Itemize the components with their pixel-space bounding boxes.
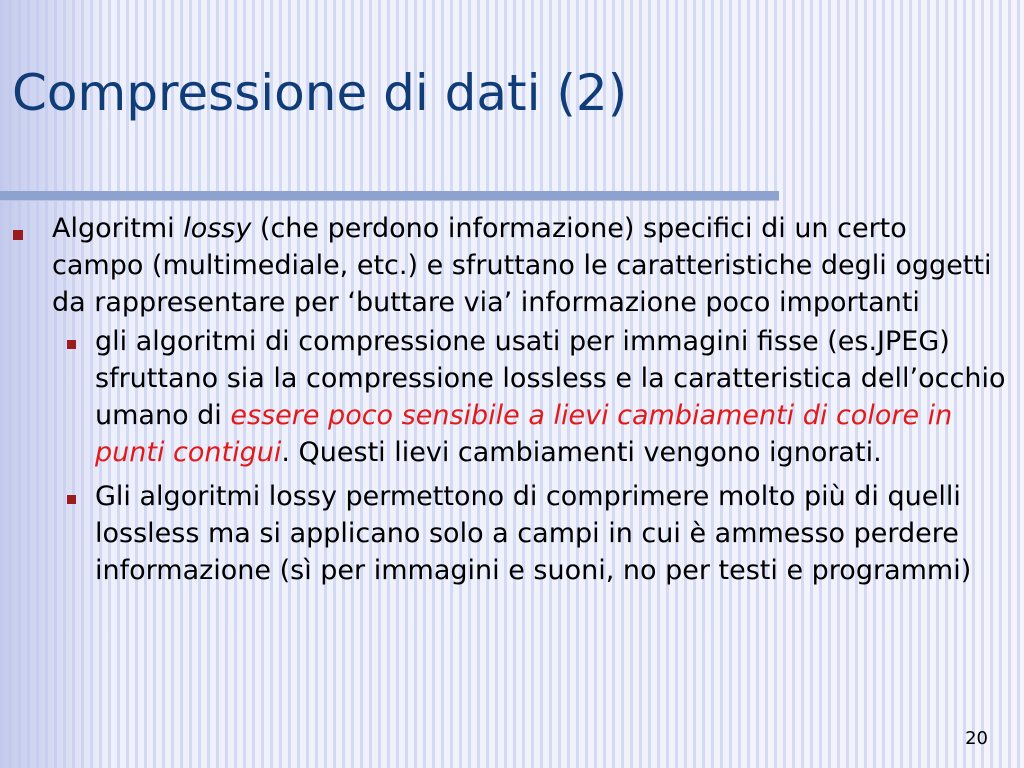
title-divider [0,191,779,201]
bullet-text-start: Algoritmi [52,213,184,244]
subbullet-text: Gli algoritmi lossy permettono di comprimere molto più di quelli lossless ma si applicano solo a campi in cui è ammesso perdere informazione (sì per immagini e suoni, no per testi e programmi) [95,481,972,586]
bullet-text-end: (che perdono informazione) specifici di un certo campo (multimediale, etc.) e sfruttano le caratteristiche degli oggetti da rappresentare per ‘buttare via’ informazione poco importanti [52,213,992,318]
subbullet-jpeg [0,323,1015,471]
subbullet-lossy-vs-lossless [0,478,1015,589]
slide-title: Compressione di dati (2) [12,64,628,122]
subbullet-text-start: gli algoritmi di compressione usati per immagini fisse (es.JPEG) sfruttano sia la compressione lossless e la caratteristica dell’occhio umano di [95,326,1006,431]
page-number: 20 [965,728,988,749]
square-bullet-icon [13,230,23,240]
subbullet-emphasis: essere poco sensibile a lievi cambiamenti di colore in punti contigui [95,400,953,468]
bullet-lossy-algorithms [0,210,992,321]
square-bullet-icon [67,495,76,504]
square-bullet-icon [67,340,76,349]
slide-content [0,210,1024,589]
subbullet-text-end: . Questi lievi cambiamenti vengono ignorati. [281,437,882,468]
bullet-text-italic: lossy [183,213,252,244]
